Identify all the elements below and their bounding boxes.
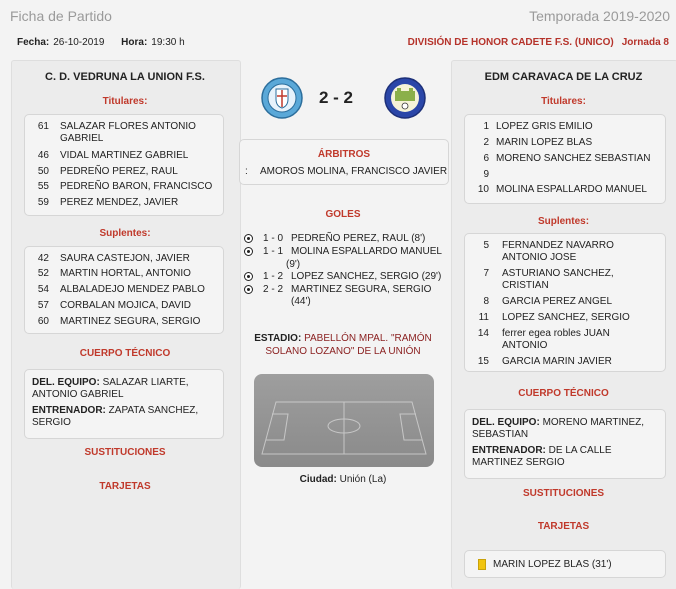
player-name[interactable]: GARCIA MARIN JAVIER xyxy=(502,356,612,367)
round-label: Jornada 8 xyxy=(621,37,669,48)
soccer-ball-icon xyxy=(244,285,253,294)
player-name[interactable]: SAURA CASTEJON, JAVIER xyxy=(60,253,190,264)
away-starters-title: Titulares: xyxy=(541,96,586,107)
stadium-image xyxy=(254,374,434,467)
goals-title: GOLES xyxy=(325,209,361,220)
player-number: 59 xyxy=(37,197,49,208)
player-name[interactable]: PEREZ MENDEZ, JAVIER xyxy=(60,197,179,208)
stadium-label: ESTADIO: xyxy=(254,333,302,344)
card-player[interactable]: MARIN LOPEZ BLAS (31') xyxy=(493,559,612,570)
stadium-info xyxy=(248,332,438,358)
pitch-drawing xyxy=(254,374,434,467)
goal-player[interactable]: MOLINA ESPALLARDO MANUEL xyxy=(291,246,442,257)
time-value: 19:30 h xyxy=(151,37,185,48)
player-name[interactable]: PEDREÑO PEREZ, RAUL xyxy=(60,166,178,177)
player-name[interactable]: VIDAL MARTINEZ GABRIEL xyxy=(60,150,189,161)
goal-score: 1 - 1 xyxy=(263,246,284,257)
player-name[interactable]: LOPEZ SANCHEZ, SERGIO xyxy=(502,312,630,323)
player-number: 50 xyxy=(37,166,49,177)
soccer-ball-icon xyxy=(244,234,253,243)
home-staff-title: CUERPO TÉCNICO xyxy=(79,348,171,359)
player-name[interactable]: ALBALADEJO MENDEZ PABLO xyxy=(60,284,205,295)
player-name[interactable]: MARTIN HORTAL, ANTONIO xyxy=(60,268,191,279)
city-info xyxy=(248,474,438,485)
date-value: 26-10-2019 xyxy=(53,37,105,48)
stadium-name[interactable]: PABELLÓN MPAL. "RAMÓN SOLANO LOZANO" DE LA UNIÓN xyxy=(265,333,432,357)
player-number: 1 xyxy=(483,121,489,132)
away-cards-title: TARJETAS xyxy=(537,521,590,532)
player-name[interactable]: MORENO SANCHEZ SEBASTIAN xyxy=(496,153,651,164)
referee-name[interactable]: AMOROS MOLINA, FRANCISCO JAVIER xyxy=(260,166,448,177)
player-number: 2 xyxy=(483,137,489,148)
away-delegate-cont: SEBASTIAN xyxy=(472,429,529,440)
player-number: 5 xyxy=(483,240,489,251)
player-number: 7 xyxy=(483,268,489,279)
away-subs-list xyxy=(464,233,666,372)
away-cards-list xyxy=(464,550,666,578)
home-staff-box xyxy=(24,369,224,439)
player-number: 15 xyxy=(477,356,489,367)
player-name[interactable]: ferrer egea robles JUAN xyxy=(502,328,610,339)
page-title: Ficha de Partido xyxy=(10,8,112,24)
player-name[interactable]: MARIN LOPEZ BLAS xyxy=(496,137,593,148)
player-name-cont: CRISTIAN xyxy=(502,280,549,291)
player-name[interactable]: ASTURIANO SANCHEZ, xyxy=(502,268,614,279)
player-number: 55 xyxy=(37,181,49,192)
goal-player-cont: (9') xyxy=(286,259,301,270)
player-number: 42 xyxy=(37,253,49,264)
away-subs-events-title: SUSTITUCIONES xyxy=(522,488,605,499)
player-name-cont: ANTONIO JOSE xyxy=(502,252,577,263)
home-starters-title: Titulares: xyxy=(102,96,148,107)
goal-player[interactable]: LOPEZ SANCHEZ, SERGIO (29') xyxy=(291,271,442,282)
away-staff-box xyxy=(464,409,666,479)
division-info xyxy=(408,37,669,48)
away-crest-icon[interactable] xyxy=(384,77,426,119)
player-name[interactable]: MARTINEZ SEGURA, SERGIO xyxy=(60,316,201,327)
division-name[interactable]: DIVISIÓN DE HONOR CADETE F.S. (UNICO) xyxy=(407,37,614,48)
player-number: 57 xyxy=(37,300,49,311)
player-name-cont: GABRIEL xyxy=(60,133,104,144)
date-label: Fecha: xyxy=(17,37,50,48)
away-coach-cont: MARTINEZ SERGIO xyxy=(472,457,565,468)
goal-score: 2 - 2 xyxy=(263,284,284,295)
player-name[interactable]: MOLINA ESPALLARDO MANUEL xyxy=(496,184,647,195)
player-number: 8 xyxy=(483,296,489,307)
city-name: Unión (La) xyxy=(339,474,387,485)
player-name-cont: ANTONIO xyxy=(502,340,548,351)
player-number: 11 xyxy=(478,312,489,323)
home-subs-title: Suplentes: xyxy=(99,228,151,239)
home-starters-list xyxy=(24,114,224,216)
player-number: 6 xyxy=(483,153,489,164)
home-team-name[interactable]: C. D. VEDRUNA LA UNION F.S. xyxy=(45,71,205,83)
goal-player[interactable]: MARTINEZ SEGURA, SERGIO (44') xyxy=(291,284,432,307)
home-subs-events-title: SUSTITUCIONES xyxy=(84,447,166,458)
player-name[interactable]: LOPEZ GRIS EMILIO xyxy=(496,121,593,132)
player-number: 61 xyxy=(37,121,49,132)
home-subs-list xyxy=(24,246,224,334)
player-name[interactable]: CORBALAN MOJICA, DAVID xyxy=(60,300,191,311)
player-number: 52 xyxy=(37,268,49,279)
player-name[interactable]: SALAZAR FLORES ANTONIO xyxy=(60,121,196,132)
home-cards-title: TARJETAS xyxy=(99,481,151,492)
time-label: Hora: xyxy=(121,37,148,48)
home-delegate: DEL. EQUIPO: SALAZAR LIARTE, xyxy=(32,377,189,388)
yellow-card-icon xyxy=(478,559,486,570)
goal-player[interactable]: PEDREÑO PEREZ, RAUL (8') xyxy=(291,233,426,244)
soccer-ball-icon xyxy=(244,247,253,256)
player-name[interactable]: GARCIA PEREZ ANGEL xyxy=(502,296,613,307)
city-label: Ciudad: xyxy=(299,474,337,485)
referee-prefix: : xyxy=(245,166,248,177)
player-name[interactable]: FERNANDEZ NAVARRO xyxy=(502,240,614,251)
away-subs-title: Suplentes: xyxy=(537,216,590,227)
home-delegate-cont: ANTONIO GABRIEL xyxy=(32,389,124,400)
away-team-name[interactable]: EDM CARAVACA DE LA CRUZ xyxy=(484,71,643,83)
player-number: 54 xyxy=(37,284,49,295)
home-coach: ENTRENADOR: ZAPATA SANCHEZ, xyxy=(32,405,199,416)
away-starters-list xyxy=(464,114,666,204)
referee-box xyxy=(239,139,449,185)
soccer-ball-icon xyxy=(244,272,253,281)
match-meta xyxy=(17,37,199,48)
player-number: 60 xyxy=(37,316,49,327)
away-delegate: DEL. EQUIPO: MORENO MARTINEZ, xyxy=(472,417,645,428)
away-staff-title: CUERPO TÉCNICO xyxy=(518,388,609,399)
home-coach-cont: SERGIO xyxy=(32,417,71,428)
player-number: 46 xyxy=(37,150,49,161)
player-number: 9 xyxy=(483,169,489,180)
player-number: 14 xyxy=(477,328,489,339)
season-label: Temporada 2019-2020 xyxy=(529,8,670,24)
match-score: 2 - 2 xyxy=(318,88,354,107)
player-name[interactable]: PEDREÑO BARON, FRANCISCO xyxy=(60,181,213,192)
player-number: 10 xyxy=(477,184,489,195)
goal-score: 1 - 2 xyxy=(263,271,284,282)
referees-title: ÁRBITROS xyxy=(317,149,371,160)
away-coach: ENTRENADOR: DE LA CALLE xyxy=(472,445,612,456)
goal-score: 1 - 0 xyxy=(263,233,284,244)
